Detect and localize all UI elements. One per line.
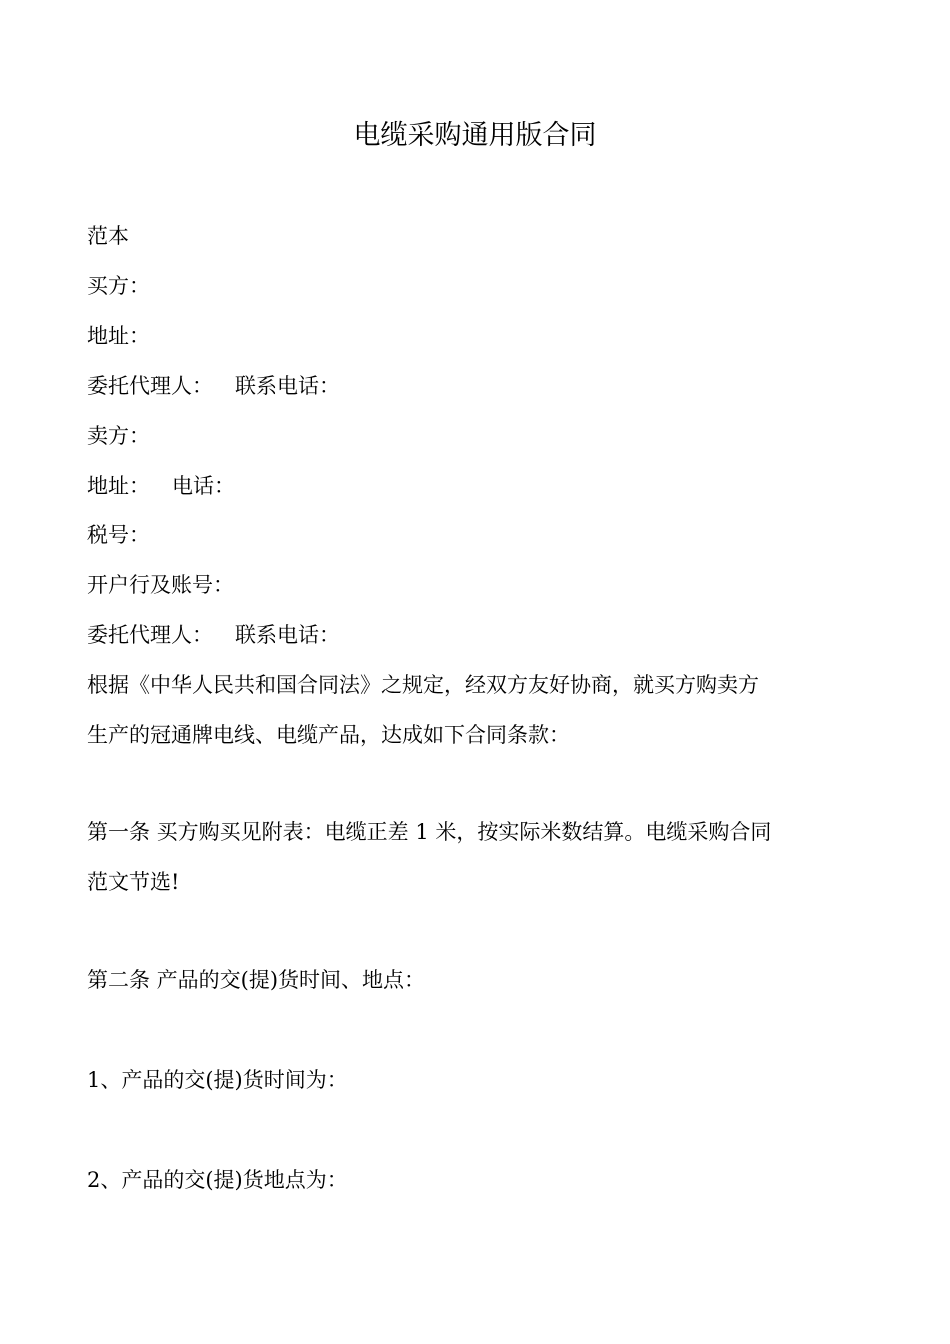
delivery-time-item: 1、产品的交(提)货时间为： — [87, 1068, 348, 1092]
delivery-location-item: 2、产品的交(提)货地点为： — [87, 1168, 348, 1192]
buyer-agent-row — [87, 361, 867, 411]
preamble-line-2: 生产的冠通牌电线、电缆产品，达成如下合同条款： — [87, 723, 570, 747]
article-1-line-2: 范文节选! — [87, 870, 180, 894]
article-1-line-1: 第一条 买方购买见附表：电缆正差 1 米，按实际米数结算。电缆采购合同 — [87, 820, 772, 844]
buyer-field: 买方： — [87, 274, 150, 298]
seller-agent-row — [87, 610, 867, 660]
bank-account-field: 开户行及账号： — [87, 573, 234, 597]
buyer-address-field: 地址： — [87, 324, 150, 348]
buyer-agent-field: 委托代理人： — [87, 374, 213, 398]
preamble-line-1: 根据《中华人民共和国合同法》之规定，经双方友好协商，就买方购卖方 — [87, 673, 759, 697]
template-label: 范本 — [87, 224, 129, 248]
seller-field: 卖方： — [87, 424, 150, 448]
seller-phone-field: 电话： — [172, 474, 235, 498]
tax-number-field: 税号： — [87, 523, 150, 547]
article-2-heading: 第二条 产品的交(提)货时间、地点： — [87, 968, 426, 992]
document-title: 电缆采购通用版合同 — [353, 120, 597, 151]
seller-address-row — [87, 461, 867, 511]
seller-address-field: 地址： — [87, 474, 150, 498]
seller-agent-field: 委托代理人： — [87, 623, 213, 647]
buyer-contact-phone-field: 联系电话： — [235, 374, 340, 398]
seller-contact-phone-field: 联系电话： — [235, 623, 340, 647]
